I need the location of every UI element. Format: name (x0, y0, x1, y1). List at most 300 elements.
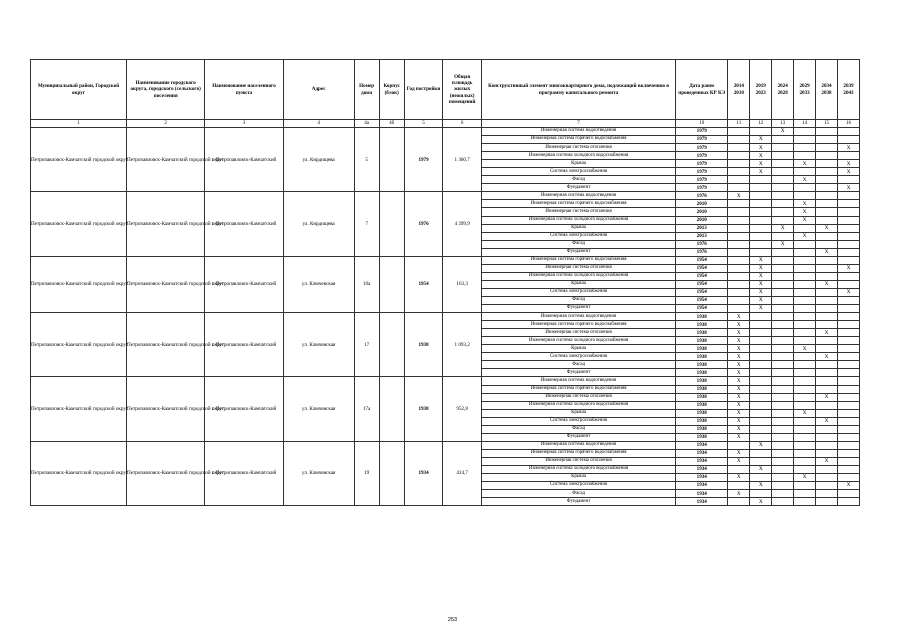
period-mark-cell (794, 240, 816, 248)
element-name-cell: Инженерная система отопления (481, 393, 675, 401)
period-mark-cell: X (728, 474, 750, 482)
period-mark-cell: X (728, 433, 750, 441)
element-name-cell: Инженерная система холодного водоснабжения (481, 152, 675, 160)
element-name-cell: Крыша (481, 474, 675, 482)
house-number-cell: 19 (354, 441, 379, 505)
period-mark-cell (816, 441, 838, 449)
period-mark-cell (772, 280, 794, 288)
prior-repair-date-cell: 1934 (676, 457, 728, 465)
period-mark-cell (837, 425, 859, 433)
locality-cell: г. Петропавловск-Камчатский (205, 377, 283, 441)
element-name-cell: Инженерная система горячего водоснабжения (481, 200, 675, 208)
period-mark-cell (750, 321, 772, 329)
area-cell: 1 093,2 (443, 313, 482, 377)
period-mark-cell (816, 272, 838, 280)
period-mark-cell (728, 168, 750, 176)
col-header: 2024 2028 (772, 60, 794, 120)
period-mark-cell (816, 369, 838, 377)
prior-repair-date-cell: 1938 (676, 385, 728, 393)
period-mark-cell: X (794, 474, 816, 482)
period-mark-cell (772, 377, 794, 385)
period-mark-cell (816, 200, 838, 208)
house-number-cell: 7 (354, 192, 379, 256)
block-cell (379, 441, 404, 505)
element-name-cell: Фасад (481, 240, 675, 248)
prior-repair-date-cell: 1938 (676, 353, 728, 361)
period-mark-cell (750, 192, 772, 200)
period-mark-cell (728, 441, 750, 449)
build-year-cell: 1938 (404, 313, 443, 377)
prior-repair-date-cell: 2010 (676, 216, 728, 224)
period-mark-cell (772, 208, 794, 216)
period-mark-cell (794, 152, 816, 160)
column-number-row (31, 120, 860, 128)
column-number: 2 (127, 120, 205, 128)
period-mark-cell (816, 256, 838, 264)
period-mark-cell (728, 144, 750, 152)
period-mark-cell (794, 305, 816, 313)
period-mark-cell (816, 321, 838, 329)
period-mark-cell (837, 417, 859, 425)
prior-repair-date-cell: 1954 (676, 272, 728, 280)
period-mark-cell: X (750, 441, 772, 449)
element-name-cell: Инженерная система водоотведения (481, 441, 675, 449)
period-mark-cell: X (750, 168, 772, 176)
period-mark-cell (728, 272, 750, 280)
element-name-cell: Инженерная система холодного водоснабжения (481, 401, 675, 409)
column-number: 15 (816, 120, 838, 128)
settlement-cell: Петропавловск-Камчатский городской округ (127, 377, 205, 441)
period-mark-cell (750, 337, 772, 345)
period-mark-cell (750, 474, 772, 482)
prior-repair-date-cell: 1979 (676, 160, 728, 168)
column-number: 7 (481, 120, 675, 128)
prior-repair-date-cell: 1954 (676, 256, 728, 264)
period-mark-cell (772, 490, 794, 498)
period-mark-cell (794, 482, 816, 490)
period-mark-cell (750, 353, 772, 361)
period-mark-cell (837, 152, 859, 160)
period-mark-cell (772, 184, 794, 192)
locality-cell: г. Петропавловск-Камчатский (205, 441, 283, 505)
period-mark-cell (837, 224, 859, 232)
period-mark-cell (750, 417, 772, 425)
period-mark-cell (728, 465, 750, 473)
element-name-cell: Фасад (481, 361, 675, 369)
period-mark-cell (837, 256, 859, 264)
prior-repair-date-cell: 1979 (676, 184, 728, 192)
period-mark-cell (837, 240, 859, 248)
house-number-cell: 17 (354, 313, 379, 377)
period-mark-cell (816, 152, 838, 160)
period-mark-cell (816, 232, 838, 240)
period-mark-cell: X (816, 248, 838, 256)
period-mark-cell (772, 361, 794, 369)
period-mark-cell (750, 208, 772, 216)
period-mark-cell: X (750, 288, 772, 296)
period-mark-cell (816, 401, 838, 409)
build-year-cell: 1979 (404, 128, 443, 192)
col-header: Конструктивный элемент многоквартирного дома, подлежащий включению в программу капитального ремонта (481, 60, 675, 120)
period-mark-cell (816, 449, 838, 457)
period-mark-cell (794, 465, 816, 473)
period-mark-cell (772, 465, 794, 473)
period-mark-cell: X (750, 465, 772, 473)
period-mark-cell: X (837, 168, 859, 176)
period-mark-cell: X (794, 200, 816, 208)
district-cell: Петропавловск-Камчатский городской округ (31, 441, 127, 505)
period-mark-cell: X (794, 409, 816, 417)
element-name-cell: Инженерная система холодного водоснабжения (481, 337, 675, 345)
period-mark-cell (728, 288, 750, 296)
period-mark-cell (816, 433, 838, 441)
period-mark-cell (750, 224, 772, 232)
period-mark-cell: X (728, 490, 750, 498)
period-mark-cell (772, 401, 794, 409)
period-mark-cell (728, 264, 750, 272)
element-name-cell: Крыша (481, 409, 675, 417)
settlement-cell: Петропавловск-Камчатский городской округ (127, 441, 205, 505)
period-mark-cell: X (728, 361, 750, 369)
element-name-cell: Инженерная система водоотведения (481, 313, 675, 321)
period-mark-cell (772, 160, 794, 168)
prior-repair-date-cell: 1954 (676, 264, 728, 272)
house-number-cell: 5 (354, 128, 379, 192)
period-mark-cell: X (772, 240, 794, 248)
period-mark-cell (837, 377, 859, 385)
period-mark-cell (772, 216, 794, 224)
period-mark-cell (750, 216, 772, 224)
period-mark-cell (794, 136, 816, 144)
period-mark-cell (816, 168, 838, 176)
period-mark-cell (772, 305, 794, 313)
period-mark-cell (837, 345, 859, 353)
period-mark-cell (837, 208, 859, 216)
period-mark-cell: X (728, 329, 750, 337)
element-name-cell: Фундамент (481, 369, 675, 377)
prior-repair-date-cell: 1979 (676, 152, 728, 160)
element-name-cell: Фасад (481, 490, 675, 498)
period-mark-cell (837, 385, 859, 393)
period-mark-cell (794, 377, 816, 385)
period-mark-cell (750, 184, 772, 192)
settlement-cell: Петропавловск-Камчатский городской округ (127, 128, 205, 192)
period-mark-cell (772, 498, 794, 506)
prior-repair-date-cell: 1954 (676, 280, 728, 288)
table-row (31, 377, 860, 385)
element-name-cell: Инженерная система отопления (481, 457, 675, 465)
element-name-cell: Инженерная система горячего водоснабжения (481, 321, 675, 329)
prior-repair-date-cell: 1938 (676, 345, 728, 353)
period-mark-cell: X (750, 160, 772, 168)
table-row (31, 313, 860, 321)
period-mark-cell (837, 490, 859, 498)
period-mark-cell: X (728, 353, 750, 361)
element-name-cell: Фасад (481, 176, 675, 184)
period-mark-cell (750, 409, 772, 417)
element-name-cell: Крыша (481, 345, 675, 353)
col-header: Номер дома (354, 60, 379, 120)
period-mark-cell (750, 313, 772, 321)
period-mark-cell (772, 144, 794, 152)
period-mark-cell: X (816, 393, 838, 401)
period-mark-cell (772, 176, 794, 184)
column-number: 6 (443, 120, 482, 128)
period-mark-cell: X (837, 184, 859, 192)
prior-repair-date-cell: 2010 (676, 200, 728, 208)
prior-repair-date-cell: 1934 (676, 498, 728, 506)
element-name-cell: Инженерная система водоотведения (481, 377, 675, 385)
period-mark-cell (728, 200, 750, 208)
period-mark-cell (837, 361, 859, 369)
period-mark-cell: X (794, 345, 816, 353)
col-header: Адрес (283, 60, 354, 120)
period-mark-cell (794, 329, 816, 337)
prior-repair-date-cell: 1938 (676, 425, 728, 433)
table-row (31, 128, 860, 136)
element-name-cell: Система электроснабжения (481, 353, 675, 361)
period-mark-cell (837, 216, 859, 224)
element-name-cell: Фасад (481, 296, 675, 304)
period-mark-cell (816, 361, 838, 369)
column-number: 16 (837, 120, 859, 128)
period-mark-cell (837, 248, 859, 256)
period-mark-cell (750, 369, 772, 377)
period-mark-cell (772, 321, 794, 329)
column-number: 4б (379, 120, 404, 128)
period-mark-cell: X (750, 152, 772, 160)
prior-repair-date-cell: 1938 (676, 409, 728, 417)
locality-cell: г. Петропавловск-Камчатский (205, 313, 283, 377)
period-mark-cell (772, 232, 794, 240)
period-mark-cell (794, 449, 816, 457)
header-row (31, 60, 860, 120)
period-mark-cell (837, 272, 859, 280)
col-header: Наименование городского округа, городского (сельского) поселения (127, 60, 205, 120)
period-mark-cell (816, 240, 838, 248)
period-mark-cell (837, 296, 859, 304)
column-number: 11 (728, 120, 750, 128)
prior-repair-date-cell: 1938 (676, 401, 728, 409)
prior-repair-date-cell: 1954 (676, 288, 728, 296)
period-mark-cell (816, 264, 838, 272)
period-mark-cell: X (750, 498, 772, 506)
period-mark-cell (772, 264, 794, 272)
period-mark-cell (837, 192, 859, 200)
block-cell (379, 128, 404, 192)
period-mark-cell (794, 441, 816, 449)
col-header: Общая площадь жилых (нежилых) помещений (443, 60, 482, 120)
period-mark-cell (794, 425, 816, 433)
period-mark-cell: X (772, 224, 794, 232)
element-name-cell: Система электроснабжения (481, 482, 675, 490)
prior-repair-date-cell: 1979 (676, 128, 728, 136)
element-name-cell: Крыша (481, 224, 675, 232)
period-mark-cell: X (837, 482, 859, 490)
column-number: 4а (354, 120, 379, 128)
col-header: 2039 2043 (837, 60, 859, 120)
period-mark-cell (772, 192, 794, 200)
table-body (31, 128, 860, 506)
element-name-cell: Система электроснабжения (481, 288, 675, 296)
period-mark-cell (794, 457, 816, 465)
element-name-cell: Инженерная система холодного водоснабжения (481, 216, 675, 224)
period-mark-cell: X (772, 128, 794, 136)
table-row (31, 256, 860, 264)
prior-repair-date-cell: 1938 (676, 313, 728, 321)
street-cell: ул. Ключевская (283, 256, 354, 312)
element-name-cell: Инженерная система холодного водоснабжения (481, 465, 675, 473)
element-name-cell: Инженерная система холодного водоснабжения (481, 272, 675, 280)
col-header: Наименование населенного пункта (205, 60, 283, 120)
column-number: 13 (772, 120, 794, 128)
prior-repair-date-cell: 1938 (676, 321, 728, 329)
period-mark-cell (837, 176, 859, 184)
period-mark-cell (772, 385, 794, 393)
period-mark-cell (794, 353, 816, 361)
period-mark-cell (816, 296, 838, 304)
period-mark-cell (772, 417, 794, 425)
period-mark-cell: X (816, 224, 838, 232)
element-name-cell: Система электроснабжения (481, 168, 675, 176)
period-mark-cell (794, 498, 816, 506)
period-mark-cell (816, 409, 838, 417)
period-mark-cell (794, 288, 816, 296)
prior-repair-date-cell: 1934 (676, 482, 728, 490)
period-mark-cell (728, 216, 750, 224)
settlement-cell: Петропавловск-Камчатский городской округ (127, 256, 205, 312)
prior-repair-date-cell: 1976 (676, 248, 728, 256)
period-mark-cell (750, 248, 772, 256)
block-cell (379, 313, 404, 377)
period-mark-cell (728, 128, 750, 136)
period-mark-cell (750, 449, 772, 457)
period-mark-cell (794, 401, 816, 409)
period-mark-cell (750, 232, 772, 240)
element-name-cell: Крыша (481, 160, 675, 168)
block-cell (379, 256, 404, 312)
period-mark-cell: X (728, 449, 750, 457)
period-mark-cell: X (728, 321, 750, 329)
period-mark-cell (837, 369, 859, 377)
area-cell: 1 360,7 (443, 128, 482, 192)
period-mark-cell (728, 184, 750, 192)
period-mark-cell (816, 184, 838, 192)
period-mark-cell (794, 369, 816, 377)
build-year-cell: 1976 (404, 192, 443, 256)
prior-repair-date-cell: 2013 (676, 224, 728, 232)
col-header: Муниципальный район, Городской округ (31, 60, 127, 120)
period-mark-cell (794, 184, 816, 192)
period-mark-cell: X (816, 457, 838, 465)
prior-repair-date-cell: 1934 (676, 474, 728, 482)
area-cell: 163,3 (443, 256, 482, 312)
col-header: Год постройки (404, 60, 443, 120)
period-mark-cell (816, 385, 838, 393)
element-name-cell: Система электроснабжения (481, 232, 675, 240)
period-mark-cell (772, 288, 794, 296)
street-cell: ул. Ключевская (283, 377, 354, 441)
period-mark-cell (816, 377, 838, 385)
element-name-cell: Инженерная система отопления (481, 329, 675, 337)
period-mark-cell (816, 498, 838, 506)
period-mark-cell: X (728, 192, 750, 200)
period-mark-cell (728, 248, 750, 256)
period-mark-cell (794, 248, 816, 256)
prior-repair-date-cell: 1938 (676, 393, 728, 401)
period-mark-cell (794, 337, 816, 345)
period-mark-cell (837, 433, 859, 441)
prior-repair-date-cell: 1954 (676, 296, 728, 304)
period-mark-cell (728, 240, 750, 248)
period-mark-cell (772, 136, 794, 144)
table-row (31, 192, 860, 200)
element-name-cell: Фундамент (481, 184, 675, 192)
period-mark-cell (794, 192, 816, 200)
period-mark-cell (794, 280, 816, 288)
district-cell: Петропавловск-Камчатский городской округ (31, 313, 127, 377)
period-mark-cell (750, 393, 772, 401)
period-mark-cell (750, 490, 772, 498)
period-mark-cell (837, 128, 859, 136)
element-name-cell: Инженерная система водоотведения (481, 128, 675, 136)
period-mark-cell (816, 425, 838, 433)
locality-cell: г. Петропавловск-Камчатский (205, 128, 283, 192)
settlement-cell: Петропавловск-Камчатский городской округ (127, 313, 205, 377)
period-mark-cell (816, 216, 838, 224)
period-mark-cell: X (750, 296, 772, 304)
house-number-cell: 10а (354, 256, 379, 312)
period-mark-cell (728, 208, 750, 216)
period-mark-cell (816, 176, 838, 184)
locality-cell: г. Петропавловск-Камчатский (205, 192, 283, 256)
prior-repair-date-cell: 1979 (676, 168, 728, 176)
period-mark-cell (794, 417, 816, 425)
period-mark-cell: X (728, 393, 750, 401)
period-mark-cell: X (728, 401, 750, 409)
period-mark-cell (837, 136, 859, 144)
period-mark-cell: X (750, 144, 772, 152)
settlement-cell: Петропавловск-Камчатский городской округ (127, 192, 205, 256)
period-mark-cell (794, 296, 816, 304)
period-mark-cell: X (816, 353, 838, 361)
period-mark-cell (837, 474, 859, 482)
element-name-cell: Фундамент (481, 248, 675, 256)
street-cell: ул. Кирдищева (283, 192, 354, 256)
period-mark-cell: X (728, 425, 750, 433)
period-mark-cell: X (750, 280, 772, 288)
period-mark-cell: X (728, 313, 750, 321)
area-cell: 4 399,9 (443, 192, 482, 256)
period-mark-cell (837, 313, 859, 321)
period-mark-cell (750, 377, 772, 385)
period-mark-cell (794, 144, 816, 152)
period-mark-cell (837, 409, 859, 417)
period-mark-cell (772, 296, 794, 304)
period-mark-cell (837, 337, 859, 345)
period-mark-cell: X (728, 417, 750, 425)
period-mark-cell (728, 224, 750, 232)
period-mark-cell (750, 385, 772, 393)
prior-repair-date-cell: 1979 (676, 176, 728, 184)
period-mark-cell: X (728, 377, 750, 385)
period-mark-cell (837, 449, 859, 457)
period-mark-cell (816, 337, 838, 345)
column-number: 14 (794, 120, 816, 128)
column-number: 10 (676, 120, 728, 128)
period-mark-cell (772, 313, 794, 321)
element-name-cell: Инженерная система отопления (481, 264, 675, 272)
